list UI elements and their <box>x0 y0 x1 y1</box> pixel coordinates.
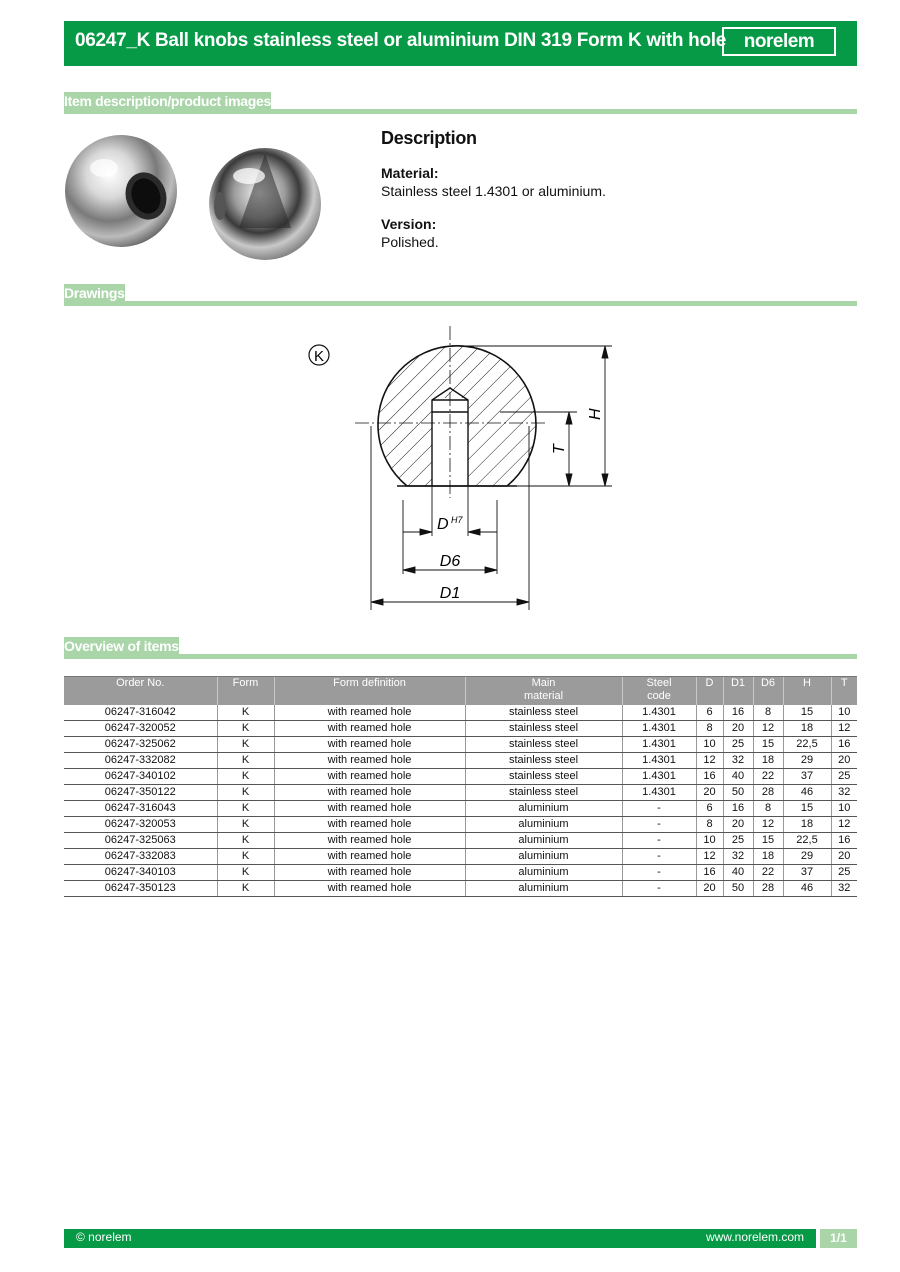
form-marker-label: K <box>313 348 325 365</box>
table-cell: K <box>217 753 274 769</box>
table-cell: stainless steel <box>465 753 622 769</box>
table-cell: 8 <box>696 721 723 737</box>
norelem-logo <box>722 27 836 56</box>
table-cell: 12 <box>831 817 857 833</box>
table-row <box>64 769 857 785</box>
table-cell: 50 <box>723 785 753 801</box>
header-line-1: Main <box>531 677 556 689</box>
footer <box>64 1229 857 1248</box>
table-header-row <box>64 677 857 706</box>
table-cell: 22,5 <box>783 737 831 753</box>
table-cell: - <box>622 849 696 865</box>
table-cell: 29 <box>783 849 831 865</box>
table-cell: 10 <box>696 737 723 753</box>
table-cell: 10 <box>831 705 857 721</box>
header-line-1: D1 <box>730 677 746 689</box>
table-cell: 29 <box>783 753 831 769</box>
table-cell: 6 <box>696 705 723 721</box>
table-cell: 18 <box>753 849 783 865</box>
table-cell: stainless steel <box>465 705 622 721</box>
table-cell: 1.4301 <box>622 753 696 769</box>
description-block <box>381 128 851 250</box>
ball-section <box>360 322 560 522</box>
table-row <box>64 785 857 801</box>
section-label: Overview of items <box>64 638 179 654</box>
table-cell: 15 <box>753 737 783 753</box>
table-cell: K <box>217 705 274 721</box>
material-label: Material: <box>381 165 439 181</box>
table-cell: 22,5 <box>783 833 831 849</box>
header-line-1: D <box>705 677 714 689</box>
table-row <box>64 801 857 817</box>
table-cell: K <box>217 817 274 833</box>
table-header-cell <box>831 677 857 706</box>
header-line-1: Form definition <box>333 677 406 689</box>
section-rule <box>64 301 857 306</box>
table-cell: 1.4301 <box>622 705 696 721</box>
table-row <box>64 817 857 833</box>
table-cell: 06247-350122 <box>64 785 217 801</box>
table-cell: 16 <box>831 833 857 849</box>
table-cell: with reamed hole <box>274 881 465 897</box>
table-cell: 8 <box>696 817 723 833</box>
table-cell: with reamed hole <box>274 801 465 817</box>
table-cell: K <box>217 769 274 785</box>
table-cell: 06247-340102 <box>64 769 217 785</box>
table-cell: 1.4301 <box>622 721 696 737</box>
table-cell: 20 <box>723 721 753 737</box>
dimension-d6-label: D6 <box>439 553 461 570</box>
table-cell: 25 <box>723 833 753 849</box>
table-cell: K <box>217 785 274 801</box>
table-cell: aluminium <box>465 865 622 881</box>
table-cell: 06247-316042 <box>64 705 217 721</box>
table-cell: - <box>622 865 696 881</box>
section-item-description <box>64 92 857 112</box>
version-value: Polished. <box>381 234 439 250</box>
logo-text: norelem <box>743 31 815 52</box>
table-cell: 8 <box>753 705 783 721</box>
table-cell: 06247-325063 <box>64 833 217 849</box>
table-cell: - <box>622 881 696 897</box>
table-header-cell <box>274 677 465 706</box>
table-cell: 32 <box>723 753 753 769</box>
table-cell: K <box>217 849 274 865</box>
items-table <box>64 676 857 897</box>
table-row <box>64 849 857 865</box>
table-cell: 06247-340103 <box>64 865 217 881</box>
dimension-h-label: H <box>587 408 604 420</box>
table-cell: 12 <box>831 721 857 737</box>
table-cell: 8 <box>753 801 783 817</box>
table-row <box>64 753 857 769</box>
table-header-cell <box>64 677 217 706</box>
table-cell: stainless steel <box>465 769 622 785</box>
table-cell: 06247-325062 <box>64 737 217 753</box>
table-header-cell <box>465 677 622 706</box>
table-row <box>64 833 857 849</box>
table-cell: 06247-332082 <box>64 753 217 769</box>
table-cell: 46 <box>783 785 831 801</box>
section-rule <box>64 654 857 659</box>
table-cell: 32 <box>831 785 857 801</box>
table-row <box>64 865 857 881</box>
table-cell: 10 <box>831 801 857 817</box>
header-line-1: T <box>840 677 848 689</box>
table-cell: aluminium <box>465 881 622 897</box>
table-cell: 28 <box>753 881 783 897</box>
table-cell: with reamed hole <box>274 769 465 785</box>
table-cell: 1.4301 <box>622 785 696 801</box>
table-cell: aluminium <box>465 801 622 817</box>
page-title: 06247_K Ball knobs stainless steel or aluminium DIN 319 Form K with hole <box>75 30 726 51</box>
header-line-1: Form <box>232 677 259 689</box>
footer-bar <box>64 1229 816 1248</box>
table-cell: stainless steel <box>465 721 622 737</box>
table-cell: 1.4301 <box>622 737 696 753</box>
product-images <box>64 128 324 263</box>
footer-url[interactable]: www.norelem.com <box>705 1230 804 1244</box>
table-cell: 06247-316043 <box>64 801 217 817</box>
table-cell: 20 <box>831 753 857 769</box>
header-bar <box>64 21 857 66</box>
table-cell: 46 <box>783 881 831 897</box>
table-cell: with reamed hole <box>274 817 465 833</box>
dimension-d1-label: D1 <box>439 585 461 602</box>
table-cell: 10 <box>696 833 723 849</box>
section-label: Drawings <box>64 285 125 301</box>
description-heading: Description <box>381 128 477 148</box>
table-cell: with reamed hole <box>274 705 465 721</box>
page-number: 1/1 <box>820 1229 857 1248</box>
header-line-2: code <box>647 690 671 702</box>
header-line-1: H <box>803 677 811 689</box>
table-cell: 06247-350123 <box>64 881 217 897</box>
table-cell: aluminium <box>465 849 622 865</box>
table-cell: with reamed hole <box>274 833 465 849</box>
section-drawings <box>64 284 857 304</box>
dimension-t-label: T <box>551 444 568 454</box>
table-row <box>64 881 857 897</box>
table-cell: 37 <box>783 865 831 881</box>
table-cell: K <box>217 721 274 737</box>
table-cell: with reamed hole <box>274 849 465 865</box>
table-cell: 12 <box>753 817 783 833</box>
header-line-1: Steel <box>646 677 672 689</box>
table-row <box>64 705 857 721</box>
table-cell: - <box>622 833 696 849</box>
table-cell: 32 <box>723 849 753 865</box>
table-cell: 20 <box>696 881 723 897</box>
material-value: Stainless steel 1.4301 or aluminium. <box>381 183 606 199</box>
table-cell: with reamed hole <box>274 753 465 769</box>
table-cell: 06247-320052 <box>64 721 217 737</box>
header-line-1: Order No. <box>116 677 165 689</box>
table-cell: aluminium <box>465 833 622 849</box>
table-cell: 12 <box>696 849 723 865</box>
table-cell: 15 <box>783 801 831 817</box>
table-row <box>64 737 857 753</box>
table-cell: 25 <box>723 737 753 753</box>
table-cell: 40 <box>723 769 753 785</box>
header-line-1: D6 <box>760 677 776 689</box>
table-cell: 25 <box>831 769 857 785</box>
table-cell: 12 <box>696 753 723 769</box>
table-cell: K <box>217 737 274 753</box>
table-cell: 16 <box>696 769 723 785</box>
table-cell: 18 <box>753 753 783 769</box>
table-cell: 12 <box>753 721 783 737</box>
table-cell: 22 <box>753 865 783 881</box>
table-cell: 32 <box>831 881 857 897</box>
table-cell: 1.4301 <box>622 769 696 785</box>
table-cell: 20 <box>723 817 753 833</box>
ball-knob-image-front <box>65 135 177 247</box>
technical-drawing <box>300 322 620 614</box>
table-cell: 15 <box>753 833 783 849</box>
table-cell: 28 <box>753 785 783 801</box>
dimension-d-tolerance: H7 <box>451 515 463 525</box>
table-cell: with reamed hole <box>274 865 465 881</box>
dimension-d-label: D <box>437 516 449 533</box>
table-cell: 37 <box>783 769 831 785</box>
table-header-cell <box>217 677 274 706</box>
table-cell: stainless steel <box>465 737 622 753</box>
table-cell: 40 <box>723 865 753 881</box>
table-cell: 18 <box>783 721 831 737</box>
table-cell: 25 <box>831 865 857 881</box>
table-cell: - <box>622 801 696 817</box>
table-cell: 22 <box>753 769 783 785</box>
table-cell: K <box>217 865 274 881</box>
section-label: Item description/product images <box>64 93 271 109</box>
header-line-2: material <box>523 690 564 702</box>
table-cell: K <box>217 833 274 849</box>
table-header-cell <box>696 677 723 706</box>
table-cell: stainless steel <box>465 785 622 801</box>
table-header-cell <box>753 677 783 706</box>
table-cell: 06247-332083 <box>64 849 217 865</box>
table-cell: K <box>217 881 274 897</box>
table-cell: 16 <box>831 737 857 753</box>
table-header-cell <box>622 677 696 706</box>
table-cell: 06247-320053 <box>64 817 217 833</box>
version-label: Version: <box>381 216 437 232</box>
table-cell: with reamed hole <box>274 785 465 801</box>
table-cell: 50 <box>723 881 753 897</box>
table-cell: 15 <box>783 705 831 721</box>
table-cell: 20 <box>831 849 857 865</box>
table-cell: 20 <box>696 785 723 801</box>
table-header-cell <box>783 677 831 706</box>
table-header-cell <box>723 677 753 706</box>
table-cell: 16 <box>723 705 753 721</box>
dimension-d <box>403 529 497 535</box>
table-cell: K <box>217 801 274 817</box>
table-row <box>64 721 857 737</box>
table-cell: with reamed hole <box>274 737 465 753</box>
ball-knob-image-side <box>209 148 321 260</box>
table-cell: - <box>622 817 696 833</box>
footer-copyright: © norelem <box>76 1230 132 1244</box>
table-cell: 6 <box>696 801 723 817</box>
table-cell: aluminium <box>465 817 622 833</box>
table-cell: with reamed hole <box>274 721 465 737</box>
table-cell: 16 <box>696 865 723 881</box>
section-overview <box>64 637 857 657</box>
table-cell: 18 <box>783 817 831 833</box>
table-cell: 16 <box>723 801 753 817</box>
